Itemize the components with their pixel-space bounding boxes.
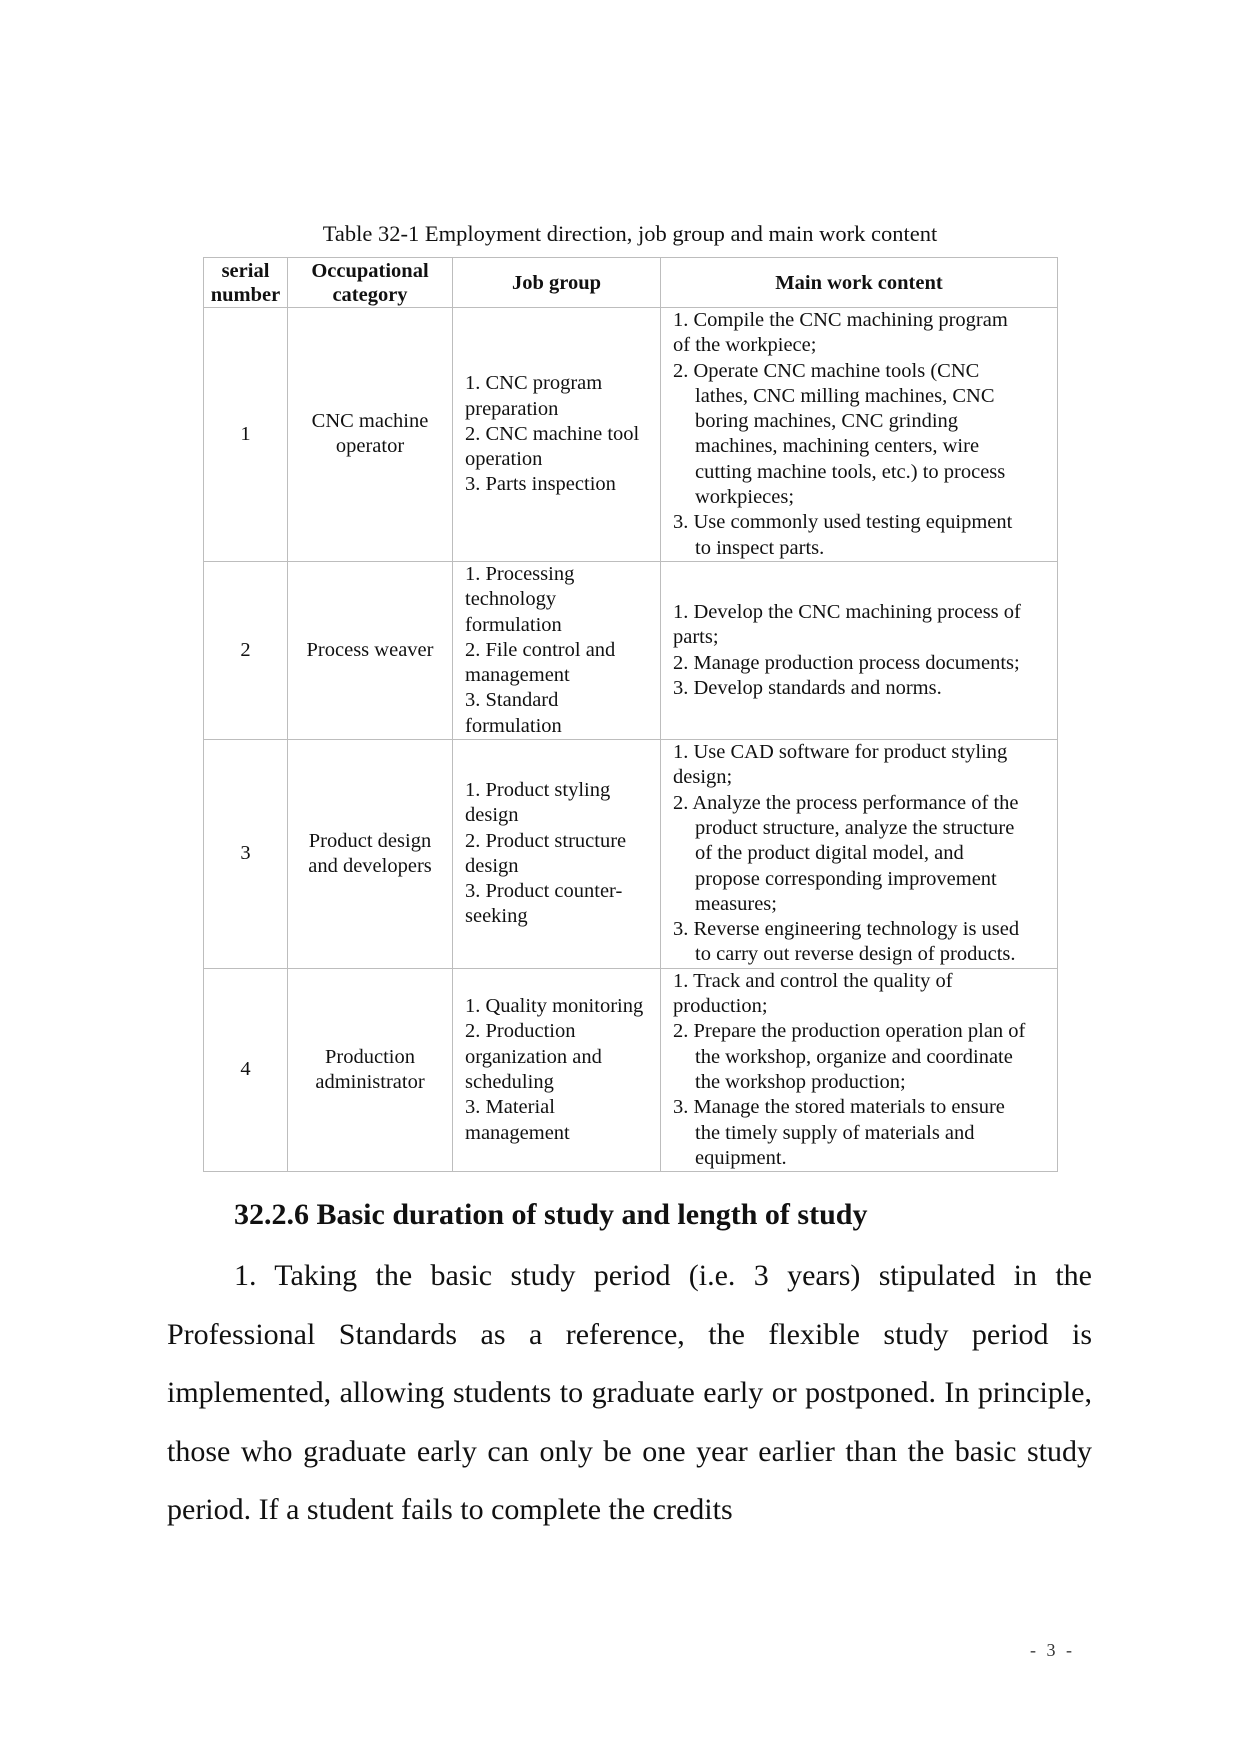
job-group-line: 1. Quality monitoring xyxy=(465,995,644,1018)
category-line: Process weaver xyxy=(306,638,434,661)
table-body xyxy=(204,308,1058,1172)
job-group-line: seeking xyxy=(465,905,528,928)
job-group-line: 2. Product structure xyxy=(465,829,627,852)
work-content-line: 1. Use CAD software for product styling xyxy=(673,741,1008,764)
table-row xyxy=(204,308,1058,562)
work-content-line: 1. Develop the CNC machining process of xyxy=(673,600,1021,623)
work-content-line: 1. Compile the CNC machining program xyxy=(673,309,1008,331)
work-content-line: boring machines, CNC grinding xyxy=(695,410,959,433)
work-content-line: the workshop production; xyxy=(695,1070,906,1093)
page-number: - 3 - xyxy=(1030,1640,1075,1660)
section-heading: 32.2.6 Basic duration of study and length of study xyxy=(234,1198,868,1231)
cell-occupational-category xyxy=(288,308,453,562)
job-group-line: organization and xyxy=(465,1045,602,1068)
job-group-line: 1. Product styling xyxy=(465,778,611,801)
job-group-line: 2. File control and xyxy=(465,638,616,661)
work-content-line: the timely supply of materials and xyxy=(695,1121,975,1144)
work-content-line: 3. Develop standards and norms. xyxy=(673,676,942,699)
work-content-line: 3. Use commonly used testing equipment xyxy=(673,511,1013,534)
work-content-line: 3. Manage the stored materials to ensure xyxy=(673,1096,1005,1119)
job-group-line: 3. Product counter- xyxy=(465,880,623,903)
job-group-line: formulation xyxy=(465,714,562,737)
cell-main-work-content xyxy=(661,968,1058,1171)
job-group-line: technology xyxy=(465,588,557,611)
cell-job-group xyxy=(453,561,661,739)
header-job-group: Job group xyxy=(453,258,661,308)
job-group-line: formulation xyxy=(465,613,562,636)
job-group-line: design xyxy=(465,804,519,827)
work-content-line: production; xyxy=(673,995,768,1018)
cell-serial-number: 4 xyxy=(204,968,288,1171)
cell-occupational-category xyxy=(288,968,453,1171)
cell-serial-number: 3 xyxy=(204,740,288,969)
work-content-line: 2. Analyze the process performance of the xyxy=(673,791,1019,814)
work-content-line: machines, machining centers, wire xyxy=(695,435,980,458)
cell-job-group xyxy=(453,968,661,1171)
work-content-line: lathes, CNC milling machines, CNC xyxy=(695,384,995,407)
job-group-line: 1. Processing xyxy=(465,562,575,585)
table-row xyxy=(204,561,1058,739)
cell-job-group xyxy=(453,308,661,562)
header-text: number xyxy=(210,283,281,306)
work-content-line: equipment. xyxy=(695,1146,787,1169)
body-paragraph: 1. Taking the basic study period (i.e. 3 years) stipulated in the Professional Standards as a reference, the flexible study period is implemented, allowing students to graduate early or postponed. In principle, those who graduate early can only be one year earlier than the basic study period. If a student fails to complete the credits xyxy=(167,1259,1092,1526)
header-occupational-category xyxy=(288,258,453,308)
work-content-line: parts; xyxy=(673,626,719,649)
job-group-line: operation xyxy=(465,448,543,471)
job-group-line: 3. Standard xyxy=(465,689,559,712)
job-group-line: 3. Material xyxy=(465,1096,555,1119)
category-line: Production xyxy=(325,1045,415,1068)
work-content-line: 3. Reverse engineering technology is used xyxy=(673,918,1020,941)
category-line: and developers xyxy=(308,854,432,877)
work-content-line: to inspect parts. xyxy=(695,536,825,559)
work-content-line: measures; xyxy=(695,892,777,915)
cell-serial-number: 1 xyxy=(204,308,288,562)
cell-serial-number: 2 xyxy=(204,561,288,739)
header-main-work-content: Main work content xyxy=(661,258,1058,308)
table-row xyxy=(204,740,1058,969)
work-content-line: 2. Operate CNC machine tools (CNC xyxy=(673,359,980,382)
header-text: category xyxy=(332,283,408,306)
job-group-line: 3. Parts inspection xyxy=(465,473,616,496)
work-content-line: propose corresponding improvement xyxy=(695,867,997,890)
work-content-line: 2. Prepare the production operation plan of xyxy=(673,1020,1026,1043)
cell-main-work-content xyxy=(661,561,1058,739)
work-content-line: to carry out reverse design of products. xyxy=(695,943,1016,966)
job-group-line: 2. CNC machine tool xyxy=(465,422,640,445)
job-group-line: management xyxy=(465,664,570,687)
cell-main-work-content xyxy=(661,740,1058,969)
table-header-row xyxy=(204,258,1058,308)
category-line: Product design xyxy=(308,829,432,852)
work-content-line: design; xyxy=(673,766,733,789)
category-line: operator xyxy=(335,435,405,458)
table-row xyxy=(204,968,1058,1171)
header-text: serial xyxy=(221,259,270,282)
job-group-line: scheduling xyxy=(465,1070,554,1093)
job-group-line: preparation xyxy=(465,397,559,420)
work-content-line: cutting machine tools, etc.) to process xyxy=(695,460,1006,483)
cell-occupational-category xyxy=(288,740,453,969)
work-content-line: of the product digital model, and xyxy=(695,842,964,865)
job-group-line: 2. Production xyxy=(465,1020,576,1043)
job-group-line: design xyxy=(465,854,519,877)
cell-occupational-category xyxy=(288,561,453,739)
cell-main-work-content xyxy=(661,308,1058,562)
header-serial-number xyxy=(204,258,288,308)
table-caption: Table 32-1 Employment direction, job group and main work content xyxy=(322,221,938,246)
work-content-line: the workshop, organize and coordinate xyxy=(695,1045,1013,1068)
cell-job-group xyxy=(453,740,661,969)
job-group-line: management xyxy=(465,1121,570,1144)
employment-table xyxy=(203,257,1058,1172)
work-content-line: product structure, analyze the structure xyxy=(695,816,1015,839)
work-content-line: of the workpiece; xyxy=(673,334,817,357)
category-line: CNC machine xyxy=(311,410,429,433)
work-content-line: 2. Manage production process documents; xyxy=(673,651,1020,674)
category-line: administrator xyxy=(315,1070,425,1093)
job-group-line: 1. CNC program xyxy=(465,372,603,395)
header-text: Occupational xyxy=(311,259,429,282)
work-content-line: 1. Track and control the quality of xyxy=(673,969,953,992)
work-content-line: workpieces; xyxy=(695,486,795,509)
